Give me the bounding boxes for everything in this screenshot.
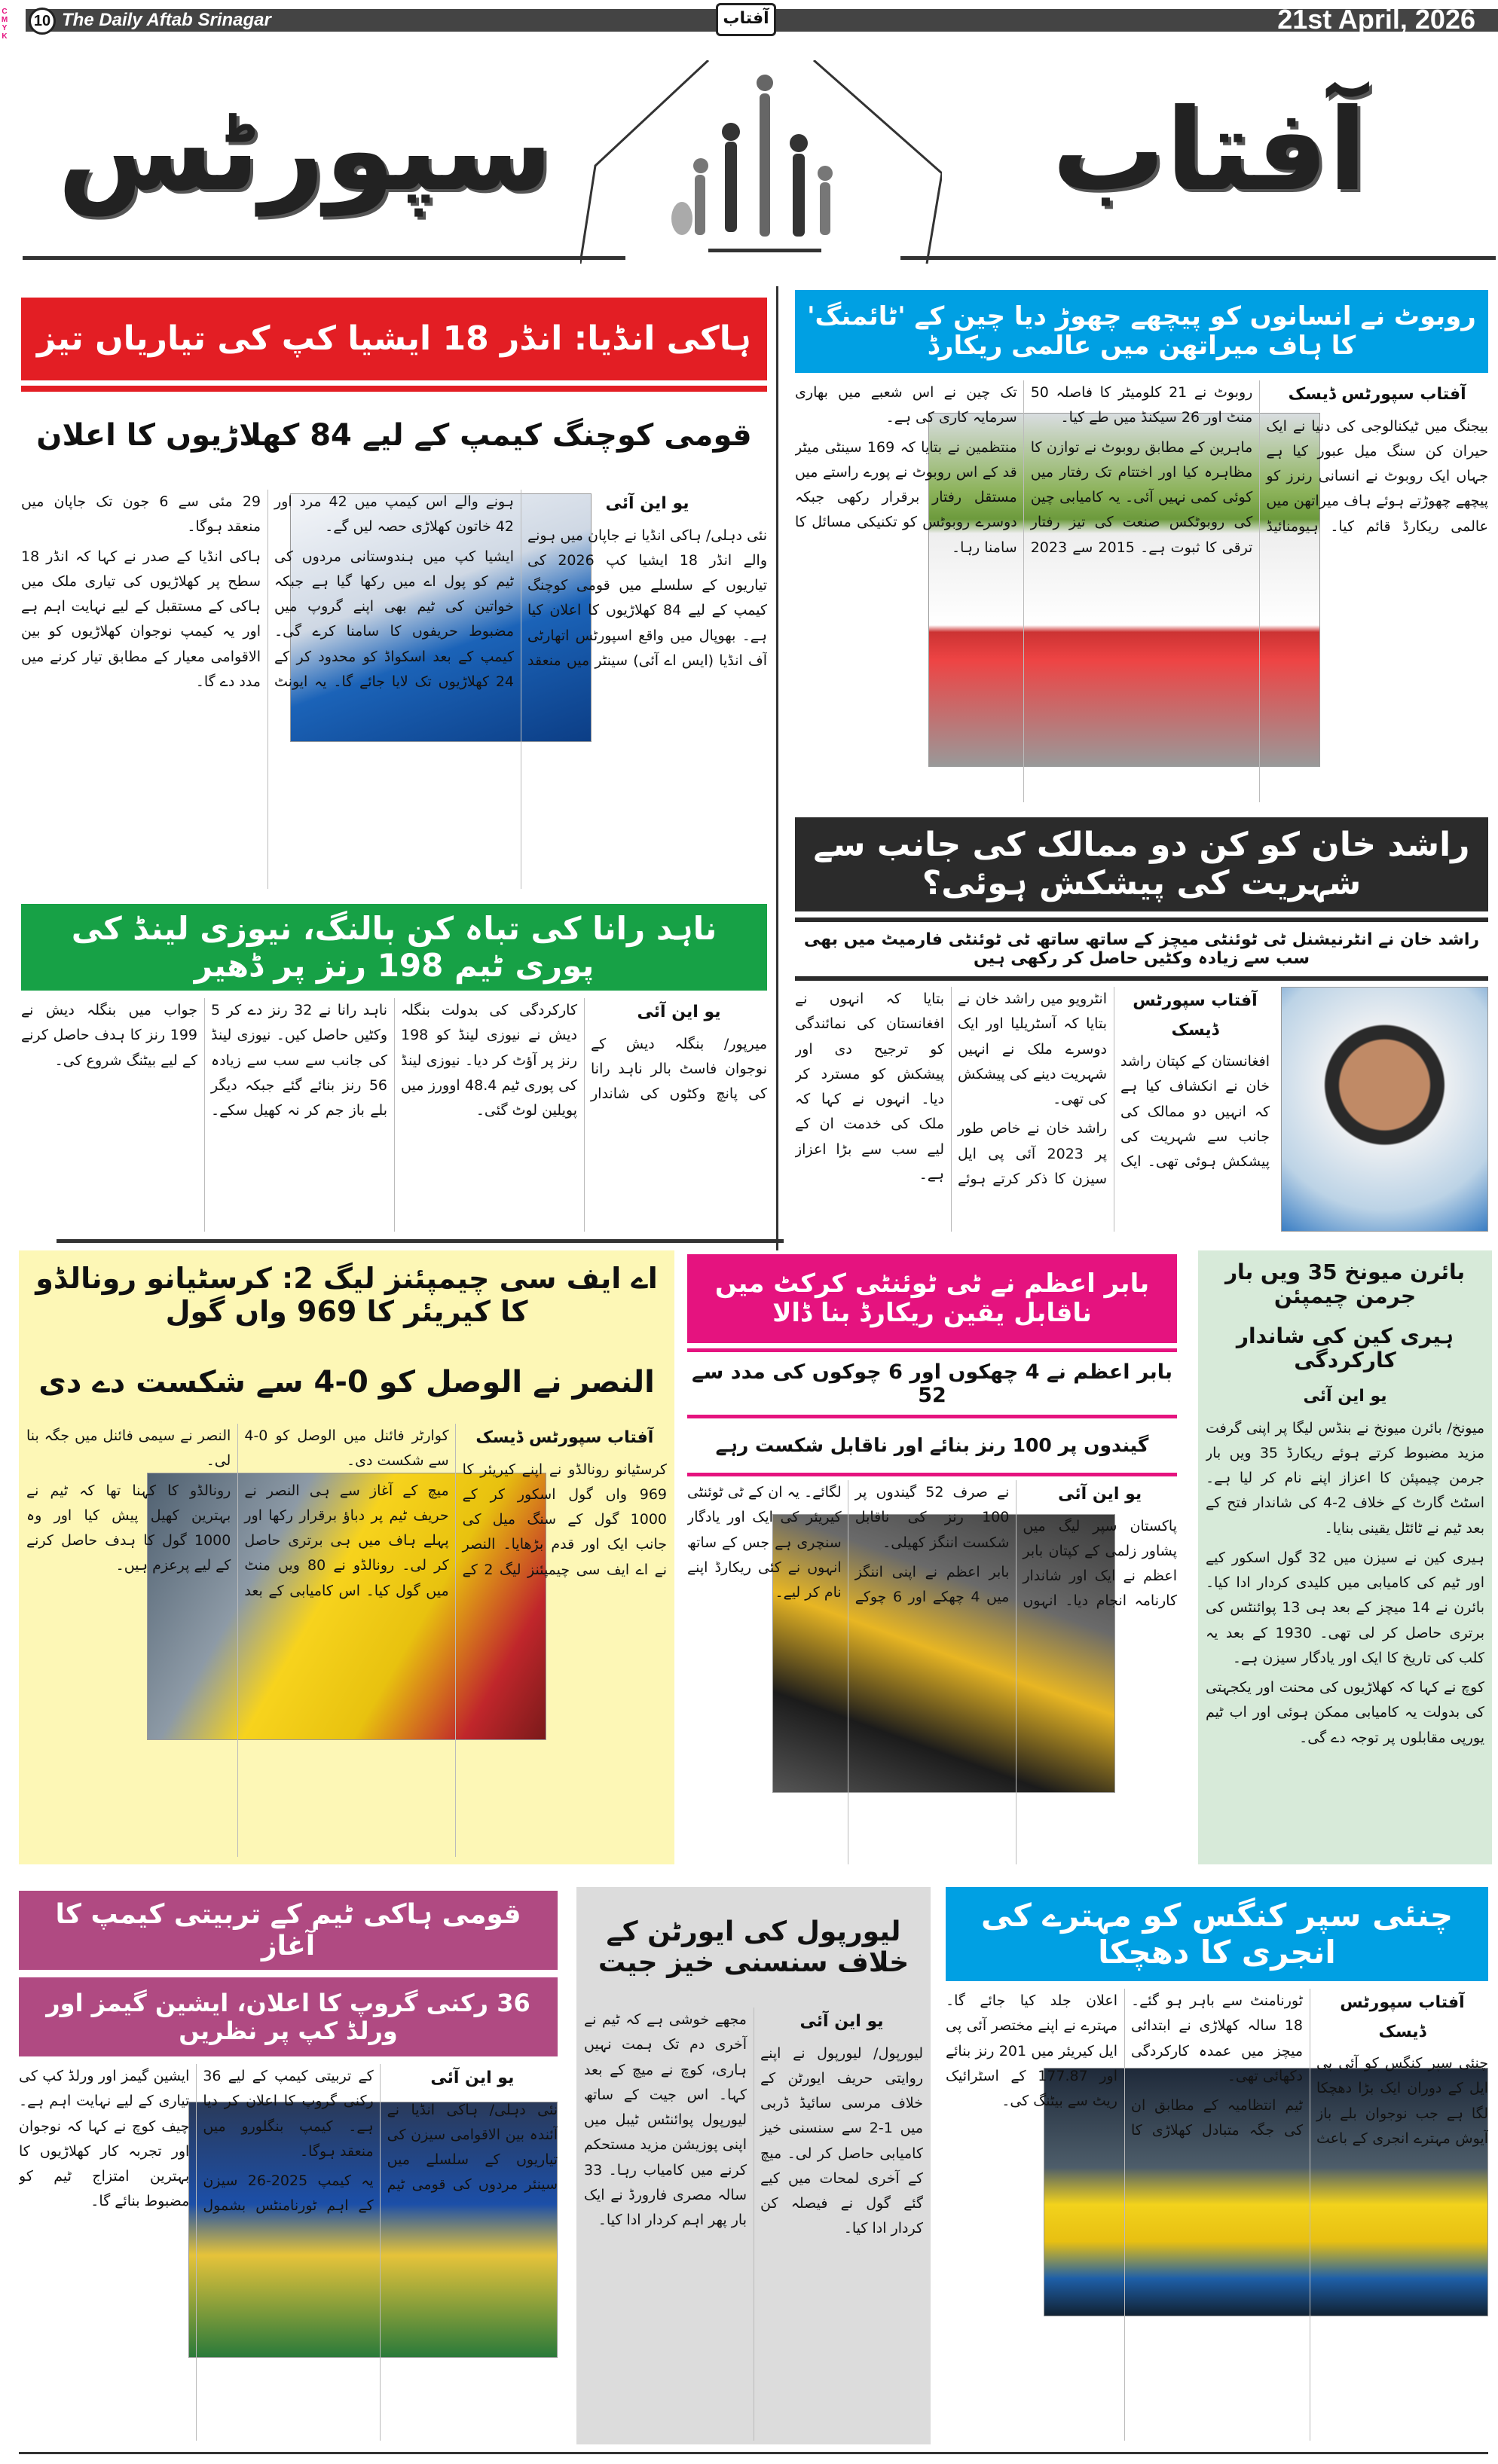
byline: آفتاب سپورٹس ڈیسک xyxy=(1288,385,1466,404)
masthead-aftab: آفتاب xyxy=(1052,85,1367,216)
masthead-rule xyxy=(900,256,1496,260)
page-number: 10 xyxy=(29,8,56,35)
babar-subhead-2: گیندوں پر 100 رنز بنائے اور ناقابل شکست رہے xyxy=(715,1434,1149,1456)
rashid-subhead: راشد خان نے انٹرنیشنل ٹی ٹوئنٹی میچز کے ساتھ ساتھ ٹی ٹوئنٹی فارمیٹ میں بھی سب سے زیادہ وکٹیں حاصل کر رکھی ہیں xyxy=(803,930,1480,968)
byline: یو این آئی xyxy=(1303,1387,1387,1406)
bayern-subhead: ہیری کین کی شاندار کارکردگی xyxy=(1236,1323,1454,1372)
article-paragraph: نئی دہلی/ ہاکی انڈیا نے آئندہ بین الاقوامی سیزن کی تیاریوں کے سلسلے میں سینئر مردوں کی قومی ٹیم کے تربیتی کیمپ کے لیے 36 رکنی گروپ کا اعلان کر دیا ہے۔ کیمپ بنگلورو میں منعقد ہوگا۔ xyxy=(203,2068,558,2194)
rule xyxy=(795,976,1488,981)
rashid-article-body xyxy=(795,987,1270,1232)
byline: یو این آئی xyxy=(430,2069,515,2087)
issue-date: 21st April, 2026 xyxy=(1277,4,1475,35)
liverpool-headline: لیورپول کی ایورٹن کے خلاف سنسنی خیز جیت xyxy=(598,1916,910,1978)
byline: یو این آئی xyxy=(799,2012,884,2031)
hockey-camp-subhead: 36 رکنی گروپ کا اعلان، ایشین گیمز اور ورلڈ کپ پر نظریں xyxy=(19,1977,558,2056)
masthead-rule xyxy=(23,256,625,260)
article-paragraph: ایشیا کپ میں ہندوستانی مردوں کی ٹیم کو پول اے میں رکھا گیا ہے جبکہ خواتین کی ٹیم بھی اپنے گروپ میں مضبوط حریفوں کا سامنا کرے گی۔ کیمپ کے بعد اسکواڈ کو محدود کر کے 24 کھلاڑیوں تک لایا جائے گا۔ یہ ایونٹ 29 مئی سے 6 جون تک جاپان میں منعقد ہوگا۔ xyxy=(21,493,514,690)
hockey-headline: ہاکی انڈیا: انڈر 18 ایشیا کپ کی تیاریاں تیز xyxy=(21,298,767,380)
babar-article-body xyxy=(687,1480,1177,1864)
masthead-sports: سپورٹس xyxy=(57,85,553,216)
robot-headline: روبوٹ نے انسانوں کو پیچھے چھوڑ دیا چین کے 'ٹائمنگ' کا ہاف میراتھن میں عالمی ریکارڈ xyxy=(795,290,1488,373)
ronaldo-article-body xyxy=(26,1424,667,1857)
byline: یو این آئی xyxy=(605,494,689,513)
rule xyxy=(21,386,767,392)
article-paragraph: ہاکی انڈیا کے صدر نے کہا کہ انڈر 18 سطح پر کھلاڑیوں کی تیاری ملک میں ہاکی کے مستقبل کے لیے نہایت اہم ہے اور یہ کیمپ نوجوان کھلاڑیوں کو بین الاقوامی معیار کے مطابق تیار کرنے میں مدد دے گا۔ xyxy=(21,548,261,690)
article-paragraph: کرسٹیانو رونالڈو نے اپنے کیریئر کا 969 واں گول اسکور کر کے 1000 گول کے سنگ میل کی جانب ایک اور قدم بڑھایا۔ النصر نے اے ایف سی چیمپئنز لیگ 2 کے کوارٹر فائنل میں الوصل کو 0-4 سے شکست دی۔ xyxy=(244,1427,667,1578)
article-paragraph: رونالڈو کا کہنا تھا کہ ٹیم نے بہترین کھیل پیش کیا اور وہ 1000 گول کا ہدف حاصل کرنے کے لیے پرعزم ہیں۔ xyxy=(26,1482,231,1574)
cmyk-marks: CMYK xyxy=(1,8,8,41)
bayern-headline: بائرن میونخ 35 ویں بار جرمن چیمپئن xyxy=(1224,1259,1466,1308)
byline: یو این آئی xyxy=(1058,1485,1142,1504)
byline: آفتاب سپورٹس ڈیسک xyxy=(1340,1993,1465,2041)
rashid-khan-photo xyxy=(1281,987,1488,1232)
hockey-camp-article-body xyxy=(19,2064,558,2441)
rule xyxy=(57,1239,784,1243)
column-divider xyxy=(776,286,778,1250)
nahid-headline: ناہد رانا کی تباہ کن بالنگ، نیوزی لینڈ کی پوری ٹیم 198 رنز پر ڈھیر xyxy=(21,904,767,991)
article-paragraph: میرپور/ بنگلہ دیش کے نوجوان فاسٹ بالر ناہد رانا کی پانچ وکٹوں کی شاندار کارکردگی کی بدولت بنگلہ دیش نے نیوزی لینڈ کو 198 رنز پر آؤٹ کر دیا۔ نیوزی لینڈ کی پوری ٹیم 48.4 اوورز میں پویلین لوٹ گئی۔ xyxy=(401,1002,767,1119)
article-paragraph: ناہد رانا نے 32 رنز دے کر 5 وکٹیں حاصل کیں۔ نیوزی لینڈ کی جانب سے سب سے زیادہ 56 رنز بنائے گئے جبکہ دیگر بلے باز جم کر نہ کھیل سکے۔ جواب میں بنگلہ دیش نے 199 رنز کا ہدف حاصل کرنے کے لیے بیٹنگ شروع کی۔ xyxy=(21,1002,387,1119)
article-paragraph: یہ کیمپ 2025-26 سیزن کے اہم ٹورنامنٹس بشمول ایشین گیمز اور ورلڈ کپ کی تیاری کے لیے نہایت اہم ہے۔ چیف کوچ نے کہا کہ نوجوان اور تجربہ کار کھلاڑیوں کا بہترین امتزاج ٹیم کو مضبوط بنائے گا۔ xyxy=(19,2068,374,2215)
article-paragraph: پاکستان سپر لیگ میں پشاور زلمی کے کپتان بابر اعظم نے ایک اور شاندار کارنامہ انجام دیا۔ انہوں نے صرف 52 گیندوں پر 100 رنز کی ناقابل شکست اننگز کھیلی۔ xyxy=(854,1484,1177,1610)
hockey-article-body xyxy=(21,490,767,889)
article-paragraph: ماہرین کے مطابق روبوٹ نے توازن کا مظاہرہ کیا اور اختتام تک رفتار میں کوئی کمی نہیں آئی۔ یہ کامیابی چین کی روبوٹکس صنعت کی تیز رفتار ترقی کا ثبوت ہے۔ 2015 سے 2023 تک چین نے اس شعبے میں بھاری سرمایہ کاری کی ہے۔ xyxy=(795,384,1253,556)
hockey-camp-headline: قومی ہاکی ٹیم کے تربیتی کیمپ کا آغاز xyxy=(19,1891,558,1970)
article-paragraph: میچ کے آغاز سے ہی النصر نے حریف ٹیم پر دباؤ برقرار رکھا اور پہلے ہاف میں ہی برتری حاصل کر لی۔ رونالڈو نے 80 ویں منٹ میں گول کیا۔ اس کامیابی کے بعد النصر نے سیمی فائنل میں جگہ بنا لی۔ xyxy=(26,1427,449,1599)
csk-article-body xyxy=(946,1989,1488,2441)
article-paragraph: منتظمین نے بتایا کہ 169 سینٹی میٹر قد کے اس روبوٹ نے پورے راستے میں مستقل رفتار برقرار رکھی جبکہ دوسرے روبوٹس کو تکنیکی مسائل کا سامنا رہا۔ xyxy=(795,438,1017,556)
paper-name: The Daily Aftab Srinagar xyxy=(62,10,271,30)
mini-logo: آفتاب xyxy=(716,3,776,36)
babar-headline: بابر اعظم نے ٹی ٹوئنٹی کرکٹ میں ناقابل یقین ریکارڈ بنا ڈالا xyxy=(687,1254,1177,1343)
article-paragraph: کوچ نے کہا کہ کھلاڑیوں کی محنت اور یکجہتی کی بدولت یہ کامیابی ممکن ہوئی اور اب ٹیم یورپی مقابلوں پر توجہ دے گی۔ xyxy=(1206,1679,1484,1746)
hockey-subhead: قومی کوچنگ کیمپ کے لیے 84 کھلاڑیوں کا اعلان xyxy=(36,418,752,453)
article-paragraph: ہیری کین نے سیزن میں 32 گول اسکور کیے اور ٹیم کی کامیابی میں کلیدی کردار ادا کیا۔ بائرن نے 14 میچز کے بعد ہی 13 پوائنٹس کی برتری حاصل کر لی تھی۔ 1930 کے بعد یہ کلب کی تاریخ کا ایک اور یادگار سیزن ہے۔ xyxy=(1206,1549,1484,1666)
rashid-headline: راشد خان کو کن دو ممالک کی جانب سے شہریت کی پیشکش ہوئی؟ xyxy=(795,817,1488,911)
rule xyxy=(687,1415,1177,1418)
article-paragraph: راشد خان نے خاص طور پر 2023 آئی پی ایل سیزن کا ذکر کرتے ہوئے بتایا کہ انہوں نے افغانستان کی نمائندگی کو ترجیح دی اور پیشکش کو مسترد کر دیا۔ انہوں نے کہا کہ ملک کی خدمت ان کے لیے سب سے بڑا اعزاز ہے۔ xyxy=(795,991,1108,1187)
rule xyxy=(687,1473,1177,1476)
bottom-rule xyxy=(19,2452,1488,2454)
rule xyxy=(795,918,1488,922)
article-paragraph: چنئی سپر کنگس کو آئی پی ایل کے دوران ایک بڑا دھچکا لگا ہے جب نوجوان بلے باز آیوش مہترے انجری کے باعث ٹورنامنٹ سے باہر ہو گئے۔ 18 سالہ کھلاڑی نے ابتدائی میچز میں عمدہ کارکردگی دکھائی تھی۔ xyxy=(1131,1992,1488,2147)
article-paragraph: بیجنگ میں ٹیکنالوجی کی دنیا نے ایک حیران کن سنگ میل عبور کیا ہے جہاں ایک روبوٹ نے انسانی رنرز کو پیچھے چھوڑتے ہوئے ہاف میراتھن میں عالمی ریکارڈ قائم کیا۔ ہیومنائیڈ روبوٹ نے 21 کلومیٹر کا فاصلہ 50 منٹ اور 26 سیکنڈ میں طے کیا۔ xyxy=(1030,384,1488,535)
nahid-article-body xyxy=(21,998,767,1232)
babar-subhead-1: بابر اعظم نے 4 چھکوں اور 6 چوکوں کی مدد سے 52 xyxy=(691,1360,1173,1407)
csk-headline: چنئی سپر کنگس کو مہترے کی انجری کا دھچکا xyxy=(946,1887,1488,1981)
bayern-article-body xyxy=(1206,1382,1484,1857)
article-paragraph: ٹیم انتظامیہ کے مطابق ان کی جگہ متبادل کھلاڑی کا اعلان جلد کیا جائے گا۔ مہترے نے اپنے مختصر آئی پی ایل کیریئر میں 201 رنز بنائے اور 177.87 کے اسٹرائیک ریٹ سے بیٹنگ کی۔ xyxy=(946,1992,1303,2139)
article-paragraph: نئی دہلی/ ہاکی انڈیا نے جاپان میں ہونے والے انڈر 18 ایشیا کپ 2026 کی تیاریوں کے سلسلے میں قومی کوچنگ کیمپ کے لیے 84 کھلاڑیوں کا اعلان کیا ہے۔ بھوپال میں واقع اسپورٹس اتھارٹی آف انڈیا (ایس اے آئی) سینٹر میں منعقد ہونے والے اس کیمپ میں 42 مرد اور 42 خاتون کھلاڑی حصہ لیں گے۔ xyxy=(274,493,767,669)
article-paragraph: میونخ/ بائرن میونخ نے بنڈس لیگا پر اپنی گرفت مزید مضبوط کرتے ہوئے ریکارڈ 35 ویں بار جرمن چیمپئن کا اعزاز اپنے نام کر لیا ہے۔ اسٹٹ گارٹ کے خلاف 2-4 کی شاندار فتح کے بعد ٹیم نے ٹائٹل یقینی بنایا۔ xyxy=(1206,1419,1484,1537)
article-paragraph: مجھے خوشی ہے کہ ٹیم نے آخری دم تک ہمت نہیں ہاری، کوچ نے میچ کے بعد کہا۔ اس جیت کے ساتھ لیورپول پوائنٹس ٹیبل میں اپنی پوزیشن مزید مستحکم کرنے میں کامیاب رہا۔ 33 سالہ مصری فارورڈ نے ایک بار پھر اہم کردار ادا کیا۔ xyxy=(584,2011,747,2228)
rule xyxy=(687,1348,1177,1352)
byline: آفتاب سپورٹس ڈیسک xyxy=(1133,991,1258,1040)
article-paragraph: بابر اعظم نے اپنی اننگز میں 4 چھکے اور 6 چوکے لگائے۔ یہ ان کے ٹی ٹوئنٹی کیریئر کی ایک اور یادگار سنچری ہے جس کے ساتھ انہوں نے کئی ریکارڈ اپنے نام کر لیے۔ xyxy=(687,1484,1010,1605)
article-paragraph: لیورپول/ لیورپول نے اپنے روایتی حریف ایورٹن کے خلاف مرسی سائیڈ ڈربی میں 1-2 سے سنسنی خیز کامیابی حاصل کر لی۔ میچ کے آخری لمحات میں کیے گئے گول نے فیصلہ کن کردار ادا کیا۔ xyxy=(760,2044,923,2237)
byline: آفتاب سپورٹس ڈیسک xyxy=(475,1428,654,1447)
article-paragraph: افغانستان کے کپتان راشد خان نے انکشاف کیا ہے کہ انہیں دو ممالک کی جانب سے شہریت کی پیشکش ہوئی تھی۔ ایک انٹرویو میں راشد خان نے بتایا کہ آسٹریلیا اور ایک دوسرے ملک نے انہیں شہریت دینے کی پیشکش کی تھی۔ xyxy=(958,991,1270,1170)
ronaldo-headline: اے ایف سی چیمپئنز لیگ 2: کرسٹیانو رونالڈو کا کیریئر کا 969 واں گول xyxy=(35,1262,658,1328)
robot-article-body xyxy=(795,380,1488,802)
ronaldo-subhead: النصر نے الوصل کو 0-4 سے شکست دے دی xyxy=(38,1365,655,1400)
sports-figures-emblem xyxy=(580,60,942,264)
byline: یو این آئی xyxy=(637,1003,721,1021)
liverpool-article-body xyxy=(584,2008,923,2441)
